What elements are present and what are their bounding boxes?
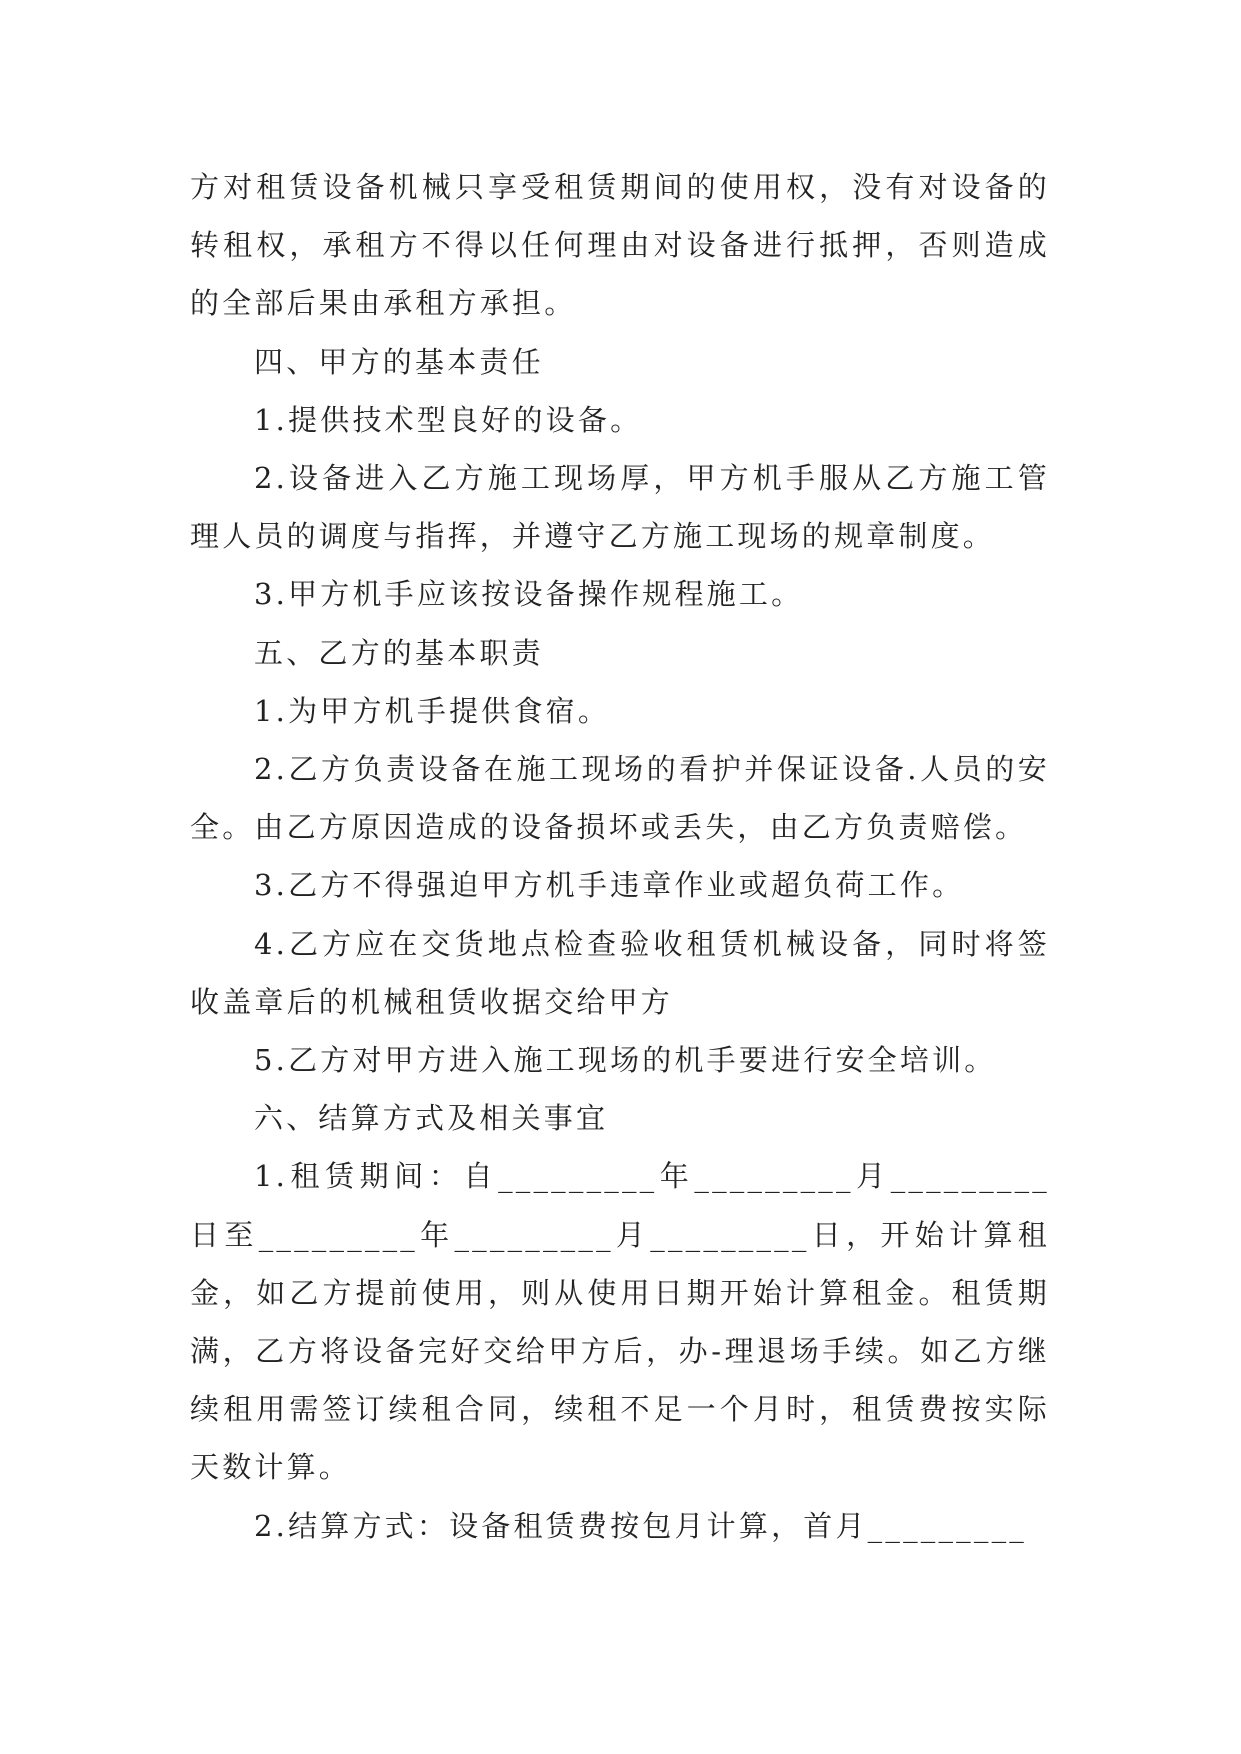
- list-item: 2.乙方负责设备在施工现场的看护并保证设备.人员的安全。由乙方原因造成的设备损坏或丢失，由乙方负责赔偿。: [190, 752, 1050, 845]
- list-item: 2.结算方式：设备租赁费按包月计算，首月_________: [254, 1508, 1027, 1543]
- list-item: 3.乙方不得强迫甲方机手违章作业或超负荷工作。: [254, 868, 965, 903]
- document-body: [190, 158, 1050, 1555]
- list-item: 1.提供技术型良好的设备。: [254, 402, 643, 437]
- list-item: 5.乙方对甲方进入施工现场的机手要进行安全培训。: [254, 1043, 997, 1078]
- section-heading-settlement: 六、结算方式及相关事宜: [254, 1101, 609, 1136]
- list-item: 3.甲方机手应该按设备操作规程施工。: [254, 577, 804, 612]
- list-item: 4.乙方应在交货地点检查验收租赁机械设备，同时将签收盖章后的机械租赁收据交给甲方: [190, 926, 1050, 1019]
- section-heading-party-b-duties: 五、乙方的基本职责: [254, 635, 544, 670]
- paragraph-continuation: 方对租赁设备机械只享受租赁期间的使用权，没有对设备的转租权，承租方不得以任何理由对设备进行抵押，否则造成的全部后果由承租方承担。: [190, 170, 1050, 321]
- list-item: 2.设备进入乙方施工现场厚，甲方机手服从乙方施工管理人员的调度与指挥，并遵守乙方施工现场的规章制度。: [190, 461, 1050, 554]
- list-item: 1.租赁期间：自_________年_________月_________日至_________年_________月_________日，开始计算租金，如乙方提前使用，则从使用日期开始计算租金。租赁期满，乙方将设备完好交给甲方后，办-理退场手续。如乙方继续租用需签订续租合同，续租不足一个月时，租赁费按实际天数计算。: [190, 1159, 1050, 1485]
- section-heading-party-a-duties: 四、甲方的基本责任: [254, 344, 544, 379]
- list-item: 1.为甲方机手提供食宿。: [254, 693, 611, 728]
